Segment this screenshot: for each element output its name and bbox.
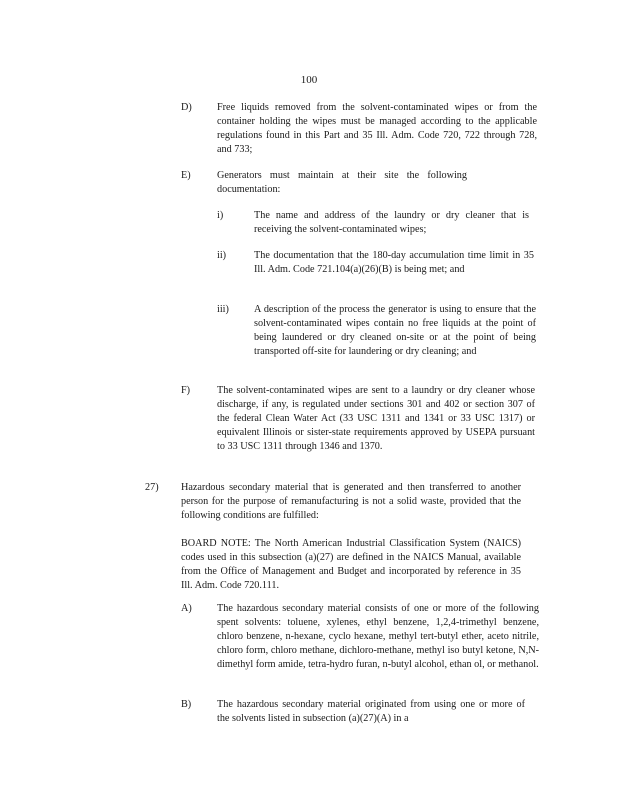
item-text: Hazardous secondary material that is generated and then transferred to another person for the purpose of remanufacturing is not a solid waste, provided that the following conditions are fulfilled: <box>181 482 521 521</box>
item-label: i) <box>217 210 224 221</box>
item-text: The hazardous secondary material originated from using one or more of the solvents listed in subsection (a)(27)(A) in a <box>217 699 525 724</box>
board-note: BOARD NOTE: The North American Industrial Classification System (NAICS) codes used in this subsection (a)(27) are defined in the NAICS Manual, available from the Office of Management and Budget and incorporated by reference in 35 Ill. Adm. Code 720.111. <box>181 538 521 591</box>
item-label: F) <box>181 385 191 396</box>
page-number: 100 <box>300 74 318 86</box>
item-label: E) <box>181 170 191 181</box>
item-body <box>181 481 521 593</box>
item-text: The name and address of the laundry or dry cleaner that is receiving the solvent-contaminated wipes; <box>254 210 529 235</box>
item-text: Generators must maintain at their site the following documentation: <box>217 170 467 195</box>
item-text: The solvent-contaminated wipes are sent to a laundry or dry cleaner whose discharge, if any, is regulated under sections 301 and 402 or section 307 of the federal Clean Water Act (33 USC 1311 and 1341 or 33 USC 1317) or equivalent Illinois or sister-state requirements approved by USEPA pursuant to 33 USC 1311 through 1346 and 1370. <box>217 385 535 452</box>
item-text: The hazardous secondary material consists of one or more of the following spent solvents: toluene, xylenes, ethyl benzene, 1,2,4-trimethyl benzene, chloro benzene, n-hexane, cyclo hexane, methyl tert-butyl ether, aceto nitrile, chloro form, chloro methane, dichloro-methane, methyl iso butyl ketone, N,N-dimethyl form amide, tetra-hydro furan, n-butyl alcohol, ethan ol, or methanol. <box>217 603 539 670</box>
item-text: A description of the process the generator is using to ensure that the solvent-contaminated wipes contain no free liquids at the point of being laundered or dry cleaned on-site or at the point of being transported off-site for laundering or dry cleaning; and <box>254 304 536 357</box>
item-label: D) <box>181 102 192 113</box>
item-label: iii) <box>217 304 229 315</box>
item-label: B) <box>181 699 192 710</box>
item-text: The documentation that the 180-day accumulation time limit in 35 Ill. Adm. Code 721.104(a)(26)(B) is being met; and <box>254 250 534 275</box>
item-label: 27) <box>145 482 159 493</box>
item-label: ii) <box>217 250 227 261</box>
item-label: A) <box>181 603 192 614</box>
item-text: Free liquids removed from the solvent-contaminated wipes or from the container holding the wipes must be managed according to the applicable regulations found in this Part and 35 Ill. Adm. Code 720, 722 through 728, and 733; <box>217 102 537 155</box>
